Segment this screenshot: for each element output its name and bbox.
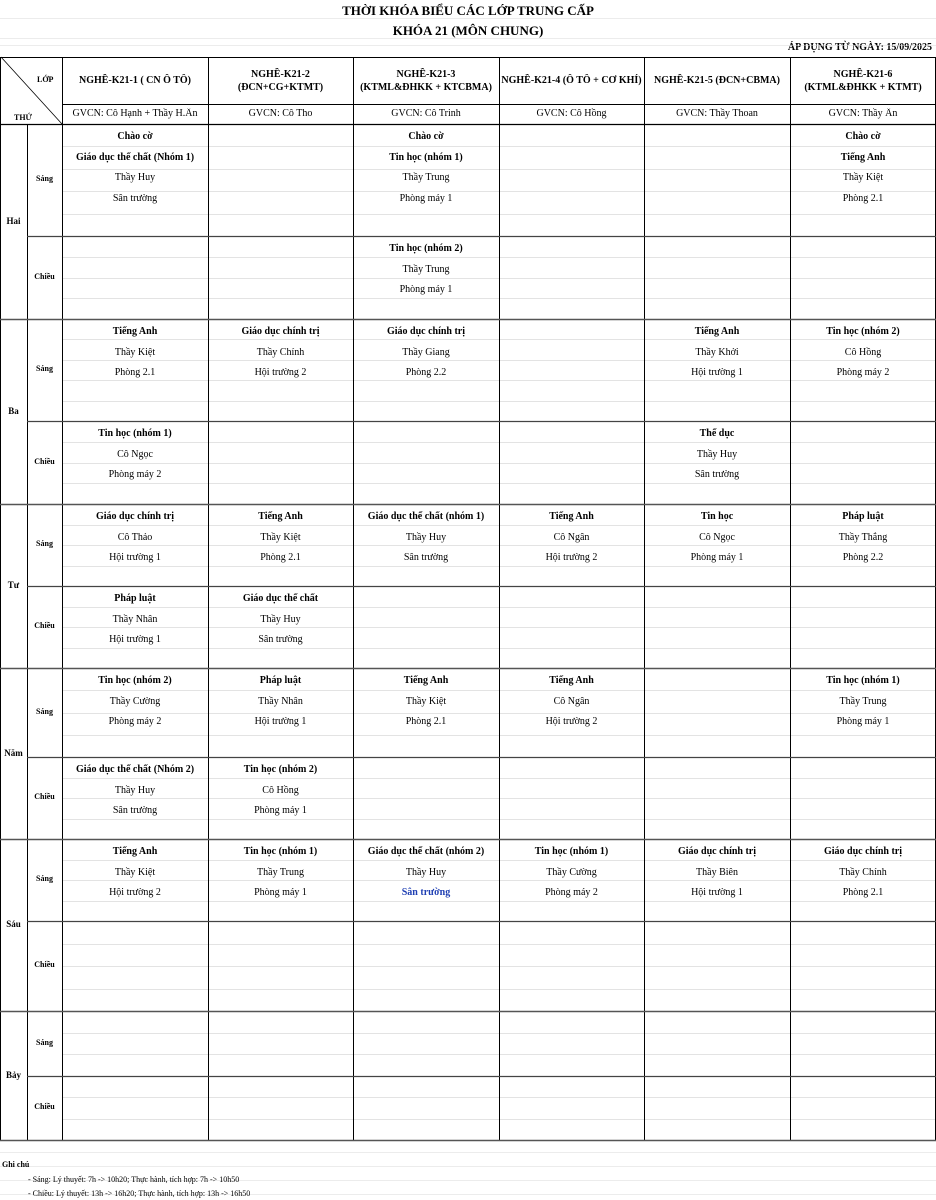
lesson-subject: Tin học	[700, 511, 734, 522]
lesson-room: Phòng 2.2	[405, 367, 447, 378]
day-label: Sáu	[6, 919, 21, 929]
day-label: Hai	[6, 216, 21, 226]
class-name: NGHỀ-K21-4 (Ô TÔ + CƠ KHÍ)	[501, 75, 642, 86]
lesson-room: Hội trường 1	[109, 634, 161, 645]
lesson-room: Phòng 2.1	[114, 367, 156, 378]
lesson-teacher: Thầy Kiệt	[260, 531, 301, 543]
lesson-subject: Giáo dục chính trị	[386, 326, 466, 337]
lesson-teacher: Cô Ngọc	[117, 448, 153, 460]
lesson-teacher: Thầy Trung	[402, 263, 450, 275]
lesson-teacher: Thầy Trung	[257, 866, 304, 878]
session-label: Sáng	[36, 364, 53, 373]
lesson-teacher: Cô Hồng	[844, 346, 882, 358]
lesson-subject: Giáo dục thể chất (Nhóm 1)	[75, 151, 195, 163]
corner-label-thu: THỨ	[14, 113, 32, 122]
session-label: Sáng	[36, 174, 53, 183]
class-header	[644, 74, 790, 87]
class-header	[790, 68, 936, 94]
lesson-room: Sân trường	[403, 552, 449, 563]
lesson-subject: Pháp luật	[259, 675, 302, 686]
corner-label-lop: LỚP	[37, 75, 54, 84]
class-name: NGHỀ-K21-6	[833, 69, 893, 80]
lesson-teacher: Thầy Kiệt	[405, 695, 447, 707]
session-label: Sáng	[36, 874, 53, 883]
lesson-teacher: Thầy Trung	[839, 695, 887, 707]
lesson-teacher: Thầy Giang	[402, 346, 450, 358]
lesson-room: Hội trường 2	[254, 367, 307, 378]
lesson-room: Sân trường	[112, 805, 158, 816]
lesson-subject: Tiếng Anh	[694, 326, 740, 337]
lesson-teacher: Thầy Huy	[696, 448, 738, 460]
lesson-subject: Pháp luật	[114, 593, 156, 604]
lesson-teacher: Thầy Huy	[405, 866, 447, 878]
lesson-subject: Giáo dục thể chất (nhóm 2)	[367, 846, 485, 857]
lesson-room: Hội trường 1	[254, 716, 307, 727]
lesson-room: Phòng máy 1	[254, 805, 307, 816]
lesson-teacher: Cô Ngọc	[699, 531, 735, 543]
lesson-teacher: Cô Thảo	[117, 531, 153, 543]
lesson-subject: Chào cờ	[845, 131, 881, 142]
session-label: Sáng	[36, 1038, 53, 1047]
lesson-room: Phòng máy 1	[690, 552, 744, 563]
lesson-teacher: Thầy Chính	[839, 866, 887, 878]
lesson-room: Sân trường	[401, 887, 451, 898]
lesson-teacher: Thầy Thắng	[838, 531, 888, 543]
lesson-room: Hội trường 2	[109, 887, 161, 898]
lesson-subject: Tin học (nhóm 1)	[98, 428, 172, 439]
lesson-teacher: Cô Ngân	[553, 695, 590, 707]
lesson-room: Phòng 2.1	[842, 192, 884, 204]
lesson-subject: Giáo dục chính trị	[241, 326, 320, 337]
lesson-subject: Pháp luật	[842, 511, 884, 522]
lesson-subject: Tin học (nhóm 1)	[534, 846, 609, 857]
lesson-subject: Tiếng Anh	[549, 675, 594, 686]
lesson-room: Phòng máy 2	[836, 367, 890, 378]
lesson-teacher: Cô Ngân	[553, 531, 590, 543]
day-label: Bảy	[5, 1070, 21, 1080]
class-header	[208, 68, 353, 94]
homeroom-teacher: GVCN: Thầy Thoan	[676, 108, 758, 119]
lesson-room: Sân trường	[112, 192, 158, 204]
class-name: NGHỀ-K21-1 ( CN Ô TÔ)	[78, 75, 192, 86]
lesson-room: Phòng 2.1	[405, 716, 447, 727]
lesson-teacher: Thầy Nhân	[112, 613, 158, 625]
lesson-room: Phòng máy 1	[254, 887, 307, 898]
homeroom-teacher: GVCN: Cô Tho	[248, 108, 313, 119]
class-majors: (KTML&ĐHKK + KTMT)	[804, 82, 922, 93]
lesson-subject: Tin học (nhóm 2)	[243, 764, 318, 775]
lesson-teacher: Thầy Cường	[109, 695, 161, 707]
lesson-subject: Giáo dục chính trị	[823, 846, 903, 857]
lesson-subject: Giáo dục chính trị	[95, 511, 175, 522]
lesson-teacher: Cô Hồng	[262, 784, 299, 796]
class-majors: (ĐCN+CG+KTMT)	[237, 82, 324, 93]
lesson-teacher: Thầy Nhân	[258, 695, 303, 707]
class-name: NGHỀ-K21-5 (ĐCN+CBMA)	[654, 75, 780, 86]
lesson-subject: Tin học (nhóm 1)	[243, 846, 318, 857]
class-header	[499, 74, 644, 87]
class-majors: (KTML&ĐHKK + KTCBMA)	[360, 82, 492, 93]
lesson-teacher: Thầy Kiệt	[114, 866, 156, 878]
homeroom-teacher: GVCN: Cô Hồng	[536, 108, 607, 119]
lesson-subject: Tin học (nhóm 2)	[98, 675, 172, 686]
lesson-room: Phòng máy 2	[108, 469, 162, 480]
apply-date: ÁP DỤNG TỪ NGÀY: 15/09/2025	[787, 42, 932, 53]
class-name: NGHỀ-K21-3	[396, 69, 456, 80]
lesson-subject: Tin học (nhóm 1)	[826, 675, 900, 686]
page-title: THỜI KHÓA BIỂU CÁC LỚP TRUNG CẤP	[342, 3, 594, 18]
lesson-teacher: Thầy Huy	[260, 613, 301, 625]
notes-title: Ghi chú	[2, 1160, 30, 1169]
class-header	[353, 68, 499, 94]
lesson-teacher: Thầy Huy	[114, 784, 156, 796]
lesson-subject: Tiếng Anh	[403, 675, 449, 686]
session-label: Chiều	[34, 960, 55, 969]
homeroom-teacher: GVCN: Cô Trinh	[391, 108, 461, 119]
session-label: Chiều	[34, 1102, 55, 1111]
lesson-subject: Tin học (nhóm 2)	[826, 326, 900, 337]
homeroom-teacher: GVCN: Thầy Ân	[828, 108, 898, 119]
lesson-subject: Giáo dục thể chất (Nhóm 2)	[75, 764, 195, 775]
lesson-subject: Tiếng Anh	[112, 846, 158, 857]
lesson-teacher: Thầy Huy	[405, 531, 447, 543]
page-subtitle: KHÓA 21 (MÔN CHUNG)	[392, 23, 544, 38]
lesson-room: Phòng 2.1	[260, 552, 301, 563]
lesson-teacher: Thầy Khởi	[695, 346, 739, 358]
lesson-room: Phòng máy 1	[836, 716, 890, 727]
note-line: - Sáng: Lý thuyết: 7h -> 10h20; Thực hành, tích hợp: 7h -> 10h50	[28, 1175, 240, 1184]
lesson-subject: Tin học (nhóm 2)	[389, 243, 463, 254]
lesson-teacher: Thầy Chính	[256, 346, 305, 358]
day-label: Tư	[7, 580, 20, 590]
day-label: Năm	[4, 748, 23, 758]
lesson-room: Hội trường 2	[545, 716, 598, 727]
lesson-teacher: Thầy Biên	[696, 866, 738, 878]
lesson-teacher: Thầy Kiệt	[842, 172, 884, 183]
lesson-room: Phòng máy 1	[399, 284, 453, 295]
lesson-teacher: Thầy Trung	[402, 172, 450, 183]
lesson-room: Phòng 2.1	[842, 887, 884, 898]
note-line: - Chiều: Lý thuyết: 13h -> 16h20; Thực hành, tích hợp: 13h -> 16h50	[28, 1189, 251, 1198]
lesson-room: Hội trường 1	[691, 887, 743, 898]
lesson-room: Hội trường 2	[545, 552, 598, 563]
session-label: Chiều	[34, 621, 55, 630]
lesson-subject: Tiếng Anh	[112, 326, 158, 337]
lesson-room: Phòng máy 2	[545, 887, 598, 898]
lesson-subject: Chào cờ	[117, 131, 153, 142]
session-label: Chiều	[34, 792, 55, 801]
lesson-room: Sân trường	[694, 469, 740, 480]
lesson-room: Hội trường 1	[109, 552, 161, 563]
session-label: Chiều	[34, 457, 55, 466]
lesson-room: Phòng máy 1	[399, 192, 453, 204]
lesson-subject: Thể dục	[699, 428, 735, 439]
lesson-subject: Giáo dục chính trị	[677, 846, 757, 857]
lesson-teacher: Thầy Huy	[114, 172, 156, 183]
class-name: NGHỀ-K21-2	[251, 69, 310, 80]
lesson-room: Sân trường	[258, 634, 303, 645]
lesson-subject: Giáo dục thể chất (nhóm 1)	[367, 511, 485, 522]
lesson-subject: Tiếng Anh	[258, 511, 303, 522]
lesson-subject: Giáo dục thể chất	[242, 593, 319, 604]
lesson-subject: Chào cờ	[408, 131, 444, 142]
homeroom-teacher: GVCN: Cô Hạnh + Thầy H.Ân	[72, 108, 198, 119]
lesson-subject: Tin học (nhóm 1)	[389, 151, 463, 163]
lesson-teacher: Thầy Cường	[546, 866, 597, 878]
day-label: Ba	[8, 406, 19, 416]
class-header	[62, 74, 208, 87]
lesson-subject: Tiếng Anh	[840, 151, 886, 163]
lesson-room: Phòng máy 2	[108, 716, 162, 727]
lesson-room: Hội trường 1	[691, 367, 743, 378]
session-label: Sáng	[36, 539, 53, 548]
lesson-room: Phòng 2.2	[842, 552, 884, 563]
session-label: Chiều	[34, 272, 55, 281]
lesson-subject: Tiếng Anh	[549, 511, 594, 522]
lesson-teacher: Thầy Kiệt	[114, 346, 156, 358]
session-label: Sáng	[36, 707, 53, 716]
